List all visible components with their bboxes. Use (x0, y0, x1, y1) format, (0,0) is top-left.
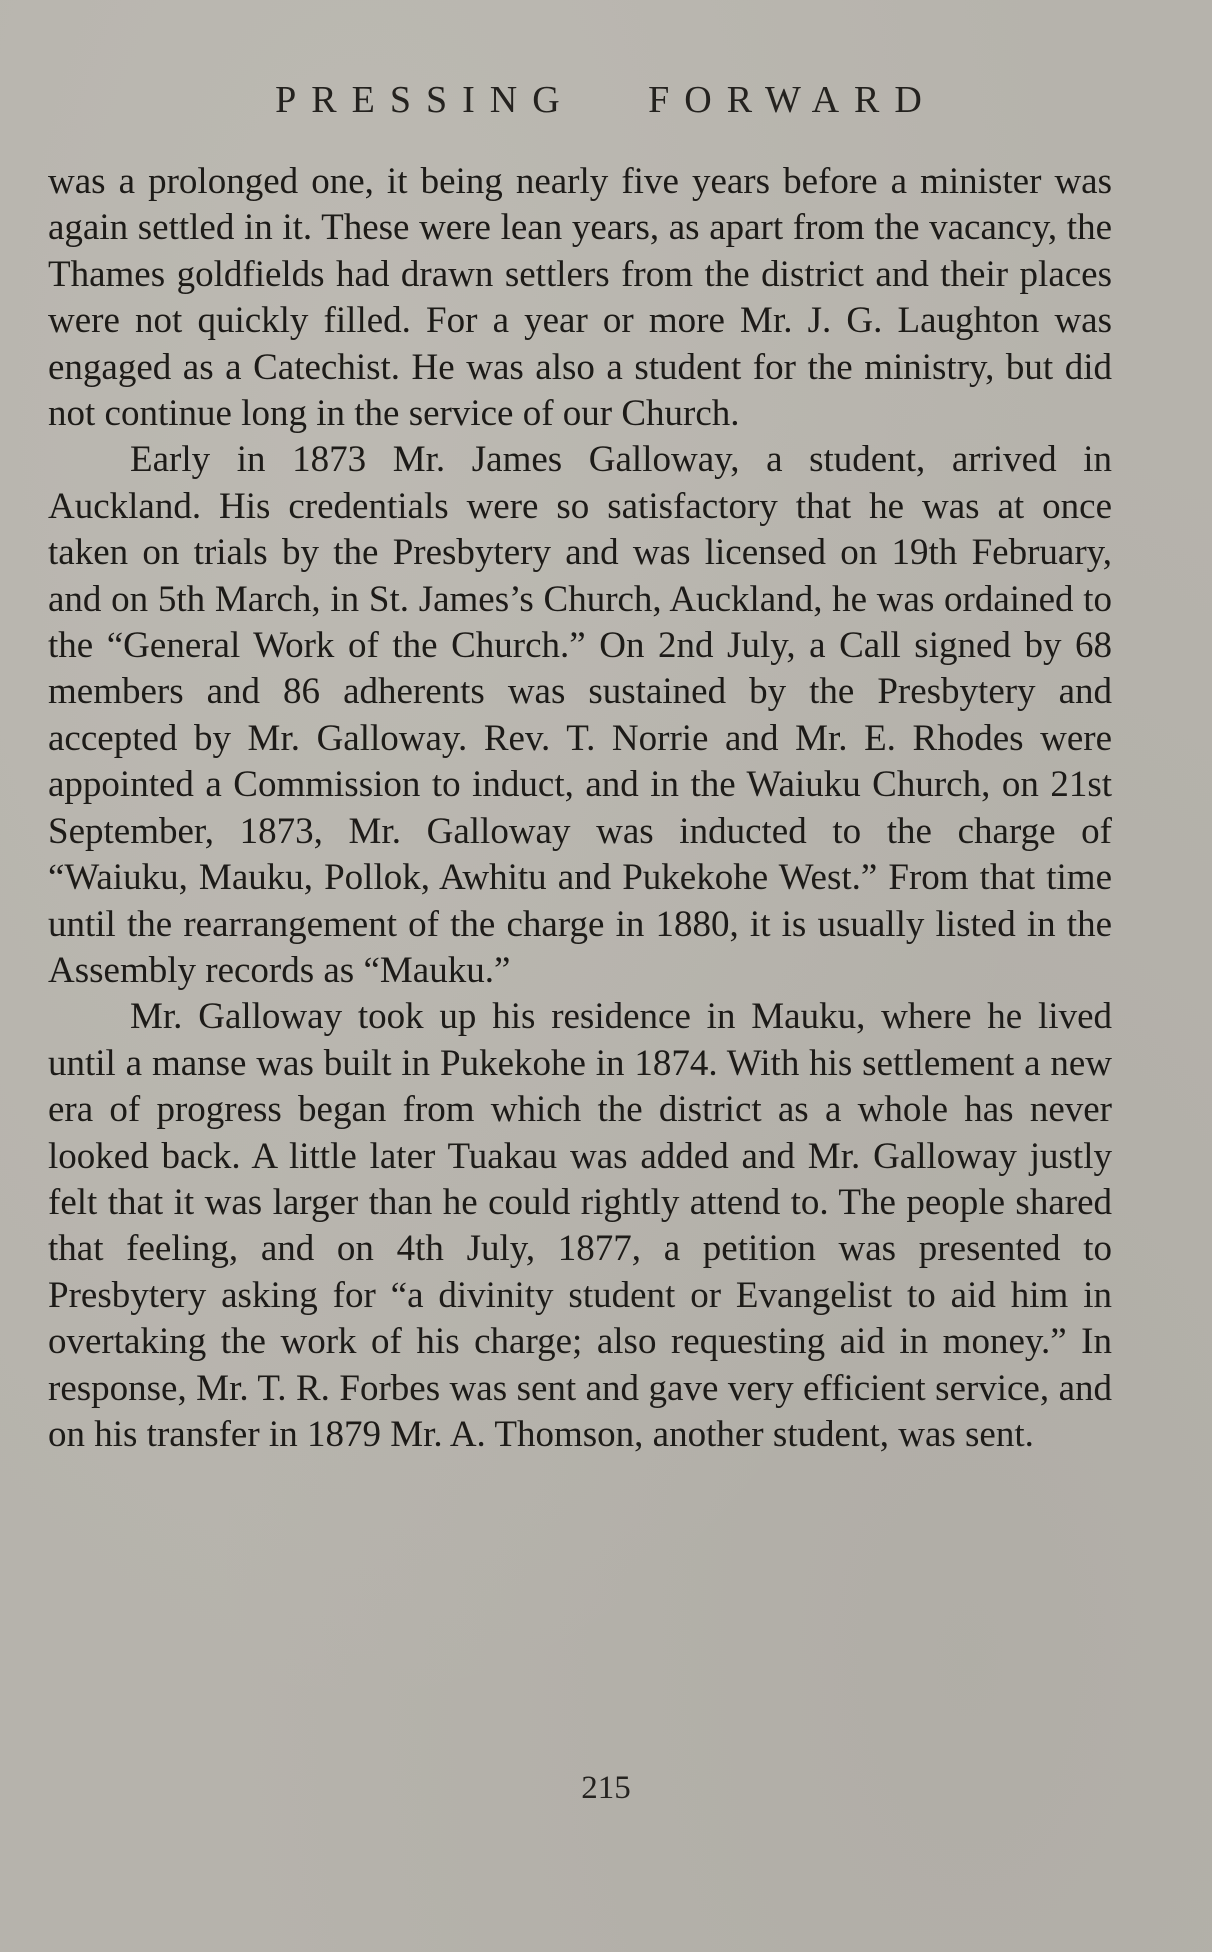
paragraph-3: Mr. Galloway took up his residence in Mauku, where he lived until a manse was built in Pukekohe in 1874. With his settlement a new era of progress began from which the district as a whole has never looked back. A little later Tuakau was added and Mr. Galloway justly felt that it was larger than he could rightly attend to. The people shared that feeling, and on 4th July, 1877, a petition was presented to Presbytery asking for “a divinity student or Evangelist to aid him in overtaking the work of his charge; also requesting aid in money.” In response, Mr. T. R. Forbes was sent and gave very efficient service, and on his transfer in 1879 Mr. A. Thomson, another student, was sent. (48, 996, 1112, 1455)
running-head: PRESSING FORWARD (275, 79, 937, 121)
paragraph-2: Early in 1873 Mr. James Galloway, a student, arrived in Auckland. His credentials were so satisfactory that he was at once taken on trials by the Presbytery and was licensed on 19th February, and on 5th March, in St. James’s Church, Auckland, he was ordained to the “General Work of the Church.” On 2nd July, a Call signed by 68 members and 86 adherents was sustained by the Presbytery and accepted by Mr. Galloway. Rev. T. Norrie and Mr. E. Rhodes were appointed a Commission to induct, and in the Waiuku Church, on 21st September, 1873, Mr. Galloway was inducted to the charge of “Waiuku, Mauku, Pollok, Awhitu and Pukekohe West.” From that time until the rearrangement of the charge in 1880, it is usually listed in the Assembly records as “Mauku.” (48, 439, 1112, 991)
paragraph-1: was a prolonged one, it being nearly five years before a minister was again settled in it. These were lean years, as apart from the vacancy, the Thames goldfields had drawn settlers from the district and their places were not quickly filled. For a year or more Mr. J. G. Laughton was engaged as a Catechist. He was also a student for the ministry, but did not continue long in the service of our Church. (48, 161, 1112, 435)
body-text (48, 159, 1112, 1458)
page-number: 215 (581, 1770, 631, 1806)
